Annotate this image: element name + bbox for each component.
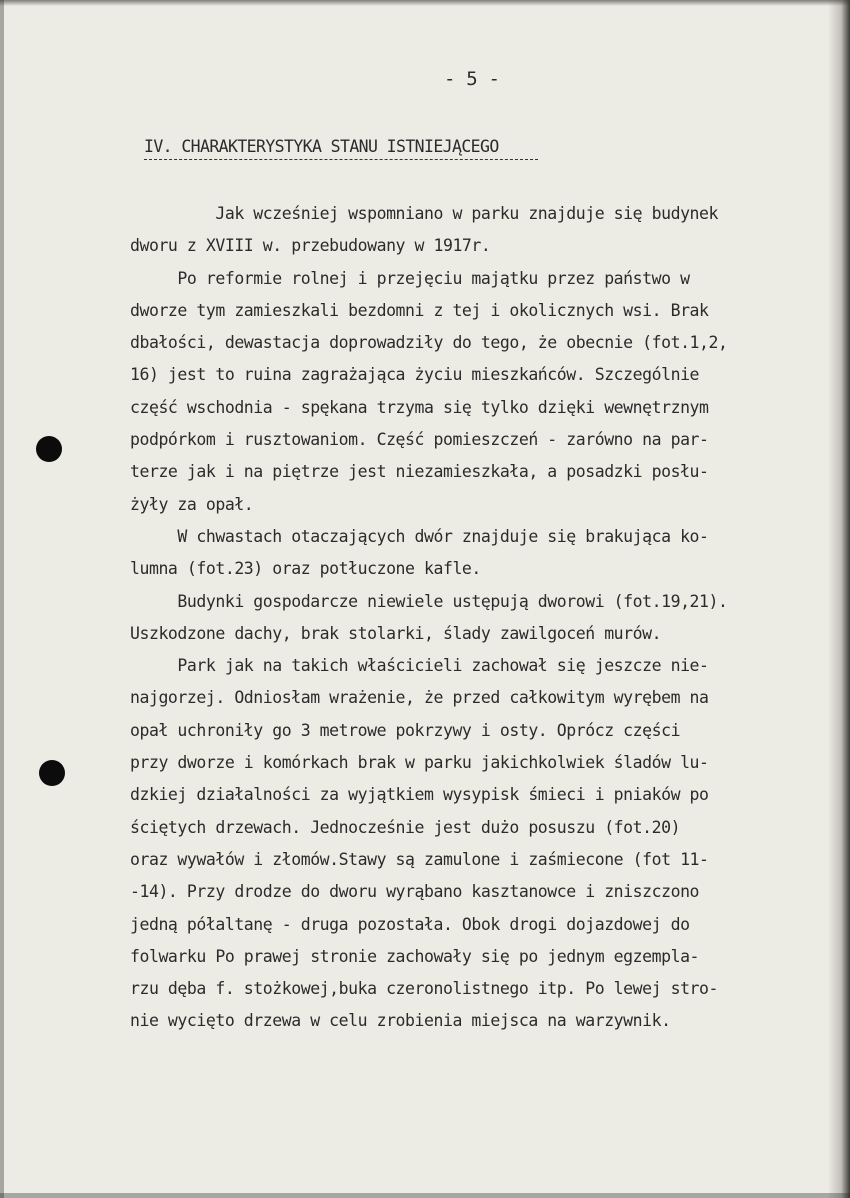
text-line: dworze tym zamieszkali bezdomni z tej i okolicznych wsi. Brak xyxy=(130,300,709,320)
text-line: najgorzej. Odniosłam wrażenie, że przed całkowitym wyrębem na xyxy=(130,688,709,708)
page-edge-right xyxy=(828,0,850,1198)
text-line: 16) jest to ruina zagrażająca życiu mieszkańców. Szczególnie xyxy=(130,365,700,385)
text-line: opał uchroniły go 3 metrowe pokrzywy i osty. Oprócz części xyxy=(130,720,681,740)
text-line: terze jak i na piętrze jest niezamieszkała, a posadzki posłu- xyxy=(130,462,709,482)
text-line: część wschodnia - spękana trzyma się tylko dzięki wewnętrznym xyxy=(130,397,709,417)
text-line: przy dworze i komórkach brak w parku jakichkolwiek śladów lu- xyxy=(130,753,709,773)
body-text xyxy=(130,198,810,1038)
text-line: dzkiej działalności za wyjątkiem wysypisk śmieci i pniaków po xyxy=(130,785,709,805)
text-line: oraz wywałów i złomów.Stawy są zamulone i zaśmiecone (fot 11- xyxy=(130,849,709,869)
punch-hole xyxy=(39,760,65,786)
section-heading: IV. CHARAKTERYSTYKA STANU ISTNIEJĄCEGO xyxy=(144,137,499,156)
text-line: -14). Przy drodze do dworu wyrąbano kasztanowce i zniszczono xyxy=(130,882,700,902)
text-line: Uszkodzone dachy, brak stolarki, ślady zawilgoceń murów. xyxy=(130,623,662,643)
page-edge-top xyxy=(0,0,850,6)
text-line: Budynki gospodarcze niewiele ustępują dworowi (fot.19,21). xyxy=(130,591,728,611)
text-line: lumna (fot.23) oraz potłuczone kafle. xyxy=(130,559,481,579)
page-edge-bottom xyxy=(0,1193,850,1198)
punch-hole xyxy=(36,436,62,462)
text-line: rzu dęba f. stożkowej,buka czeronolistnego itp. Po lewej stro- xyxy=(130,979,718,999)
text-line: W chwastach otaczających dwór znajduje się brakująca ko- xyxy=(130,526,709,546)
text-line: Park jak na takich właścicieli zachował się jeszcze nie- xyxy=(130,656,709,676)
text-line: dbałości, dewastacja doprowadziły do tego, że obecnie (fot.1,2, xyxy=(130,333,728,353)
text-line: Po reformie rolnej i przejęciu majątku przez państwo w xyxy=(130,268,690,288)
text-line: dworu z XVIII w. przebudowany w 1917r. xyxy=(130,236,491,256)
text-line: nie wycięto drzewa w celu zrobienia miejsca na warzywnik. xyxy=(130,1011,671,1031)
page-number: - 5 - xyxy=(444,68,500,90)
text-line: żyły za opał. xyxy=(130,494,254,514)
page-edge-left xyxy=(0,0,4,1198)
heading-underline xyxy=(144,159,538,160)
text-line: Jak wcześniej wspomniano w parku znajduje się budynek xyxy=(130,204,718,223)
text-line: ściętych drzewach. Jednocześnie jest dużo posuszu (fot.20) xyxy=(130,817,681,837)
text-line: podpórkom i rusztowaniom. Część pomieszczeń - zarówno na par- xyxy=(130,430,709,450)
text-line: jedną półaltanę - druga pozostała. Obok drogi dojazdowej do xyxy=(130,914,690,934)
text-line: folwarku Po prawej stronie zachowały się po jednym egzempla- xyxy=(130,946,700,966)
